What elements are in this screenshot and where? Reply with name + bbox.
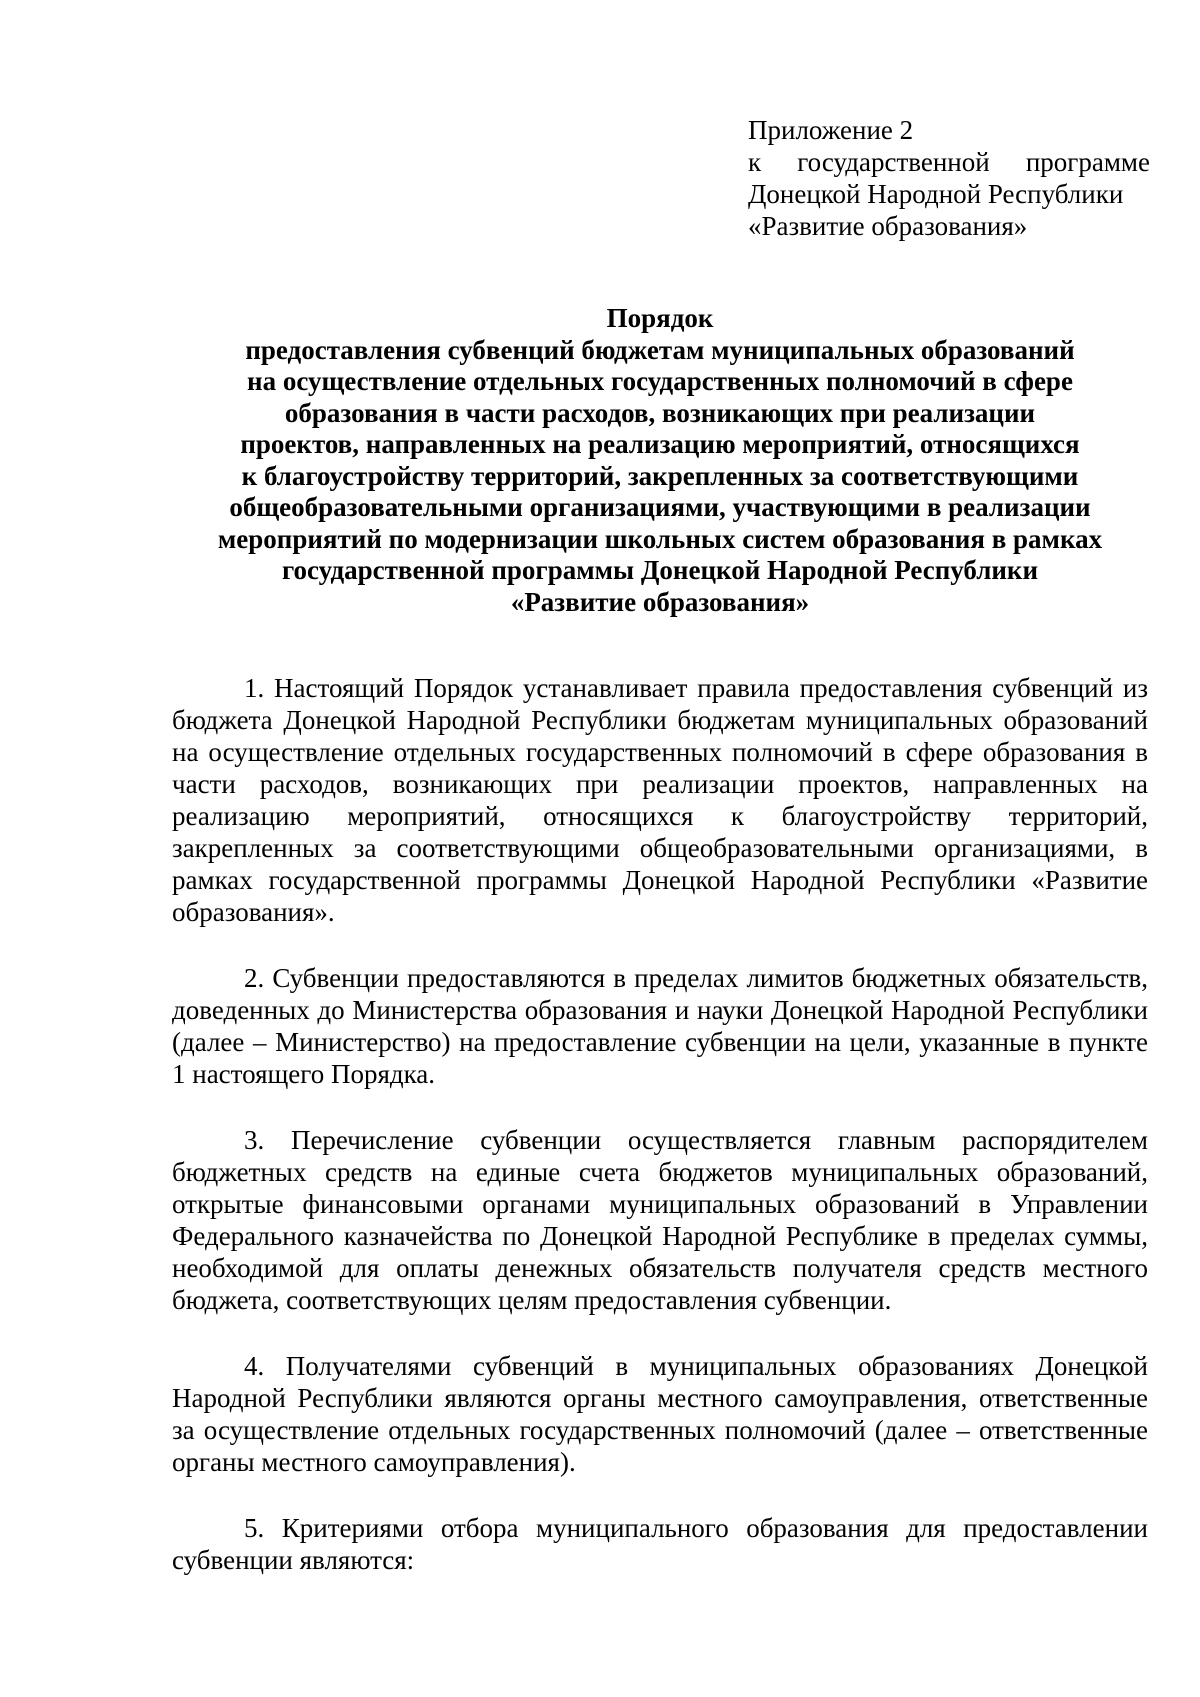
title-line: образования в части расходов, возникающих при реализации	[284, 397, 1036, 428]
appendix-line: Донецкой Народной Республики	[748, 179, 1124, 209]
title-line: «Развитие образования»	[510, 586, 810, 617]
document-body	[172, 672, 1148, 1610]
paragraph-1: 1. Настоящий Порядок устанавливает правила предоставления субвенций из бюджета Донецкой Народной Республики бюджетам муниципальных образований на осуществление отдельных государственных полномочий в сфере образования в части расходов, возникающих при реализации проектов, направленных на реализацию мероприятий, относящихся к благоустройству территорий, закрепленных за соответствующими общеобразовательными организациями, в рамках государственной программы Донецкой Народной Республики «Развитие образования».	[172, 673, 1148, 927]
title-line: общеобразовательными организациями, участвующими в реализации	[229, 492, 1091, 522]
title-line: к благоустройству территорий, закрепленных за соответствующими	[241, 460, 1079, 491]
title-line: государственной программы Донецкой Народной Республики	[281, 555, 1039, 585]
appendix-line: Приложение 2	[748, 115, 914, 145]
document-title	[170, 303, 1150, 618]
paragraph-4: 4. Получателями субвенций в муниципальных образованиях Донецкой Народной Республики являются органы местного самоуправления, ответственные за осуществление отдельных государственных полномочий (далее – ответственные органы местного самоуправления).	[172, 1351, 1148, 1477]
title-line: на осуществление отдельных государственных полномочий в сфере	[247, 366, 1073, 396]
title-heading: Порядок	[606, 303, 714, 333]
title-line: мероприятий по модернизации школьных систем образования в рамках	[217, 523, 1103, 554]
title-line: предоставления субвенций бюджетам муниципальных образований	[245, 334, 1075, 365]
appendix-note	[748, 114, 1150, 242]
appendix-line: «Развитие образования»	[748, 211, 1028, 241]
title-line: проектов, направленных на реализацию мероприятий, относящихся	[240, 429, 1080, 459]
appendix-line: к государственной программе	[748, 147, 1150, 177]
paragraph-3: 3. Перечисление субвенции осуществляется главным распорядителем бюджетных средств на единые счета бюджетов муниципальных образований, открытые финансовыми органами муниципальных образований в Управлении Федерального казначейства по Донецкой Народной Республике в пределах суммы, необходимой для оплаты денежных обязательств получателя средств местного бюджета, соответствующих целям предоставления субвенции.	[172, 1125, 1148, 1315]
paragraph-2: 2. Субвенции предоставляются в пределах лимитов бюджетных обязательств, доведенных до Министерства образования и науки Донецкой Народной Республики (далее – Министерство) на предоставление субвенции на цели, указанные в пункте 1 настоящего Порядка.	[172, 963, 1148, 1089]
paragraph-5: 5. Критериями отбора муниципального образования для предоставлении субвенции являются:	[172, 1513, 1148, 1575]
